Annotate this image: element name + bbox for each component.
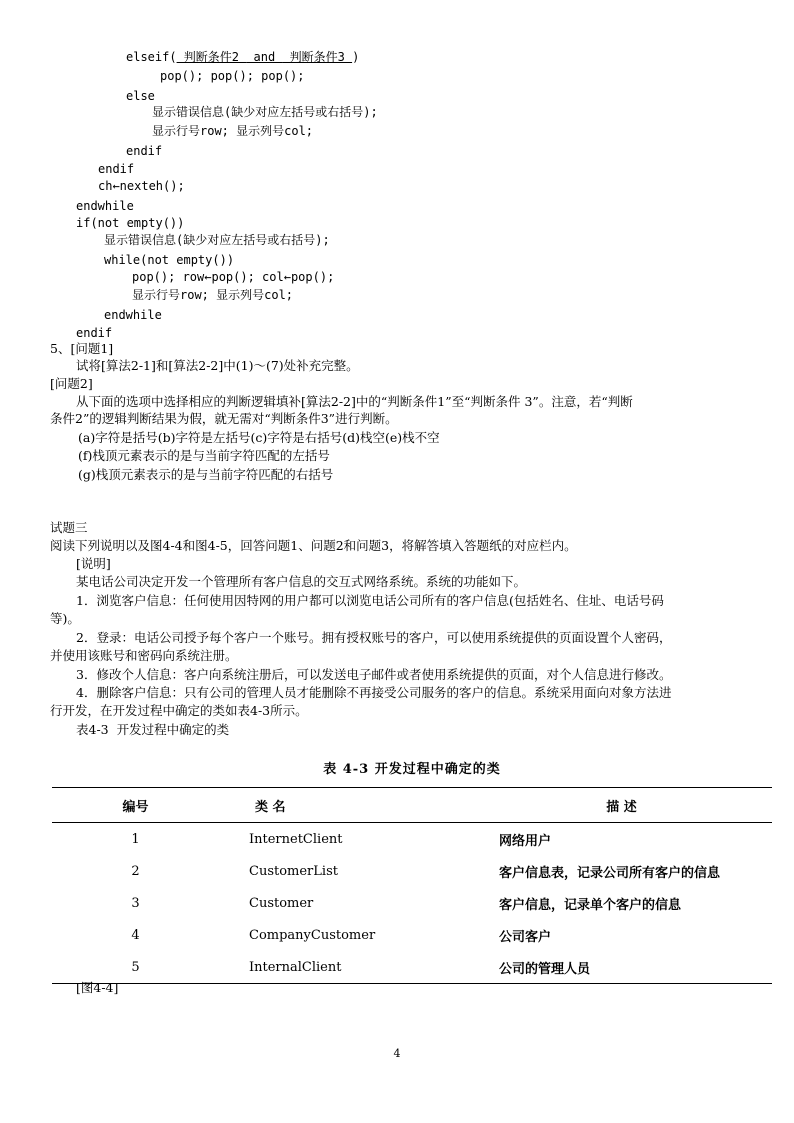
paragraph: 表4-3 开发过程中确定的类 bbox=[76, 722, 230, 737]
cell-number: 1 bbox=[131, 831, 140, 847]
cell-description: 客户信息表，记录公司所有客户的信息 bbox=[499, 865, 721, 881]
and-keyword: and bbox=[246, 50, 283, 64]
code-line: while(not empty()) bbox=[104, 253, 235, 267]
paragraph: 3．修改个人信息：客户向系统注册后，可以发送电子邮件或者使用系统提供的页面，对个人信息进行修改。 bbox=[76, 667, 672, 682]
cell-description: 公司客户 bbox=[499, 929, 552, 945]
cell-number: 4 bbox=[131, 927, 140, 943]
code-line: endif bbox=[98, 162, 135, 176]
code-line: pop(); pop(); pop(); bbox=[160, 69, 305, 83]
code-line: ch←nexteh(); bbox=[98, 179, 185, 193]
table-row bbox=[52, 951, 772, 984]
code-text: elseif( bbox=[126, 50, 177, 64]
cell-class-name: CustomerList bbox=[249, 863, 338, 879]
code-text: ) bbox=[352, 50, 360, 64]
header-number: 编号 bbox=[52, 788, 219, 823]
paragraph: 并使用该账号和密码向系统注册。 bbox=[50, 648, 238, 663]
code-line: 显示错误信息(缺少对应左括号或右括号); bbox=[104, 233, 330, 247]
cell-description: 客户信息，记录单个客户的信息 bbox=[499, 897, 682, 913]
table-row bbox=[52, 823, 772, 856]
table-caption: 表 4-3 开发过程中确定的类 bbox=[323, 762, 501, 777]
cell-class-name: Customer bbox=[249, 895, 314, 911]
question-heading: 5、[问题1] bbox=[50, 341, 114, 356]
header-class-name: 类 名 bbox=[219, 788, 471, 823]
cell-class-name: InternetClient bbox=[249, 831, 343, 847]
page-number: 4 bbox=[393, 1047, 401, 1060]
code-line: else bbox=[126, 89, 155, 103]
condition-2-blank: 判断条件2 bbox=[176, 50, 247, 64]
paragraph: 2．登录：电话公司授予每个客户一个账号。拥有授权账号的客户，可以使用系统提供的页面设置个人密码， bbox=[76, 630, 672, 645]
option-line: (g)栈顶元素表示的是与当前字符匹配的右括号 bbox=[78, 467, 334, 482]
question-heading: [问题2] bbox=[50, 376, 93, 391]
cell-description: 网络用户 bbox=[499, 833, 552, 849]
paragraph: 试将[算法2-1]和[算法2-2]中(1)～(7)处补充完整。 bbox=[76, 358, 359, 373]
code-line: endif bbox=[76, 326, 113, 340]
cell-description: 公司的管理人员 bbox=[471, 951, 772, 984]
paragraph: [说明] bbox=[76, 556, 111, 571]
option-line: (f)栈顶元素表示的是与当前字符匹配的左括号 bbox=[78, 448, 330, 463]
paragraph: 条件2”的逻辑判断结果为假，就无需对“判断条件3”进行判断。 bbox=[50, 411, 398, 426]
section-title: 试题三 bbox=[50, 520, 88, 535]
table-row bbox=[52, 887, 772, 919]
paragraph: 1．浏览客户信息：任何使用因特网的用户都可以浏览电话公司所有的客户信息(包括姓名、住址、电话号码 bbox=[76, 593, 664, 608]
code-line-elseif bbox=[126, 49, 359, 65]
table-header-row bbox=[52, 788, 772, 823]
code-line: 显示错误信息(缺少对应左括号或右括号); bbox=[152, 105, 378, 119]
paragraph: 从下面的选项中选择相应的判断逻辑填补[算法2-2]中的“判断条件1”至“判断条件 3”。注意，若“判断 bbox=[76, 394, 633, 409]
paragraph: 某电话公司决定开发一个管理所有客户信息的交互式网络系统。系统的功能如下。 bbox=[76, 574, 527, 589]
code-line: endif bbox=[126, 144, 163, 158]
table-row bbox=[52, 855, 772, 887]
code-line: endwhile bbox=[104, 308, 162, 322]
cell-class-name: CompanyCustomer bbox=[249, 927, 376, 943]
cell-number: 3 bbox=[131, 895, 140, 911]
paragraph: 4．删除客户信息：只有公司的管理人员才能删除不再接受公司服务的客户的信息。系统采用面向对象方法进 bbox=[76, 685, 672, 700]
code-line: if(not empty()) bbox=[76, 216, 185, 230]
cell-number: 2 bbox=[131, 863, 140, 879]
paragraph: 等)。 bbox=[50, 611, 80, 626]
code-line: 显示行号row; 显示列号col; bbox=[132, 288, 294, 302]
condition-3-blank: 判断条件3 bbox=[282, 50, 353, 64]
cell-number: 5 bbox=[52, 951, 219, 984]
option-line: (a)字符是括号(b)字符是左括号(c)字符是右括号(d)栈空(e)栈不空 bbox=[78, 430, 440, 445]
paragraph: 行开发，在开发过程中确定的类如表4-3所示。 bbox=[50, 703, 308, 718]
code-line: endwhile bbox=[76, 199, 134, 213]
class-table-block bbox=[52, 758, 772, 984]
code-line: 显示行号row; 显示列号col; bbox=[152, 124, 314, 138]
class-table bbox=[52, 787, 772, 984]
table-row bbox=[52, 919, 772, 951]
paragraph: 阅读下列说明以及图4-4和图4-5，回答问题1、问题2和问题3，将解答填入答题纸的对应栏内。 bbox=[50, 538, 577, 553]
header-description: 描 述 bbox=[471, 788, 772, 823]
cell-class-name: InternalClient bbox=[219, 951, 471, 984]
code-line: pop(); row←pop(); col←pop(); bbox=[132, 270, 335, 284]
figure-label: [图4-4] bbox=[76, 980, 119, 995]
